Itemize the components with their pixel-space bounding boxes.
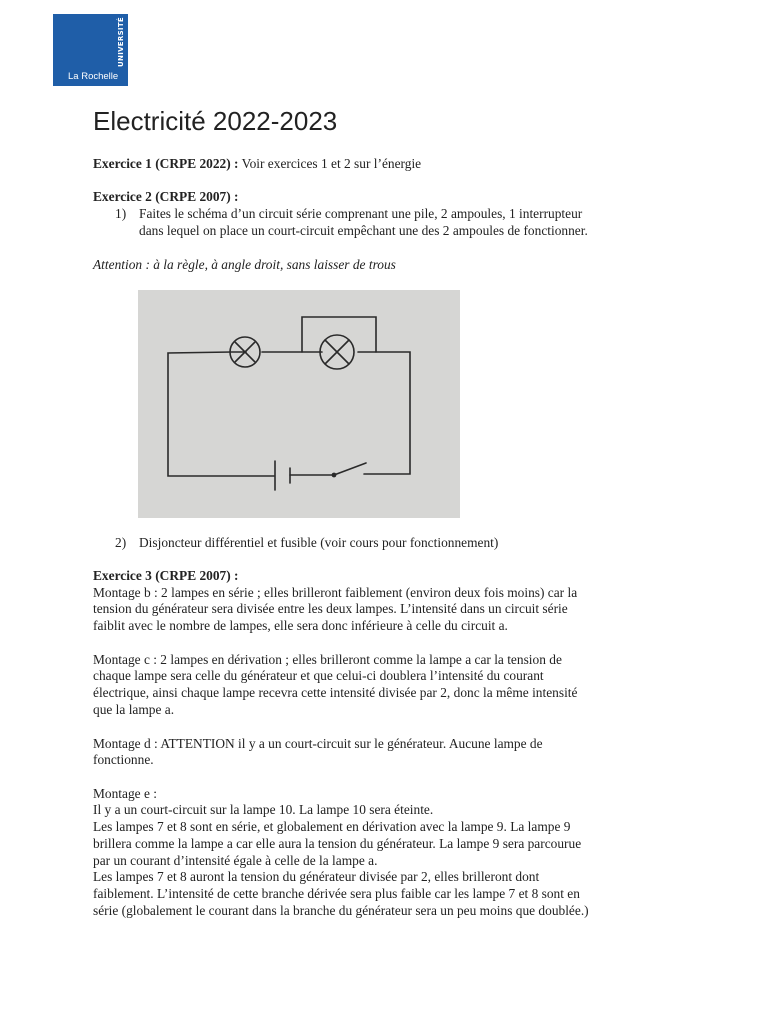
circuit-wire-left <box>168 352 274 476</box>
montage-c-line-3: électrique, ainsi chaque lampe recevra cette intensité divisée par 2, donc la même intensité <box>93 685 578 700</box>
montage-d-line-2: fonctionne. <box>93 752 154 767</box>
switch-pivot <box>332 473 337 478</box>
exercise-1-heading: Exercice 1 (CRPE 2022) : <box>93 156 239 171</box>
montage-e-heading: Montage e : <box>93 786 157 801</box>
montage-c-line-2: chaque lampe sera celle du générateur et que celui-ci doublera l’intensité du courant <box>93 668 544 683</box>
montage-e-line-3: brillera comme la lampe a car elle aura la tension du générateur. La lampe 9 sera parcourue <box>93 836 582 851</box>
exercise-2-item-2: Disjoncteur différentiel et fusible (voir cours pour fonctionnement) <box>139 535 499 550</box>
lamp-2 <box>320 335 354 369</box>
exercise-2-item-2-number: 2) <box>115 535 127 550</box>
exercise-2-item-1-number: 1) <box>115 206 127 221</box>
exercise-2-attention-note: Attention : à la règle, à angle droit, sans laisser de trous <box>93 257 396 272</box>
montage-b-line-1: Montage b : 2 lampes en série ; elles brilleront faiblement (environ deux fois moins) car la <box>93 585 578 600</box>
exercise-2-item-1-line-1: Faites le schéma d’un circuit série comprenant une pile, 2 ampoules, 1 interrupteur <box>139 206 583 221</box>
montage-d-line-1: Montage d : ATTENTION il y a un court-circuit sur le générateur. Aucune lampe de <box>93 736 543 751</box>
page-title: Electricité 2022-2023 <box>93 106 338 136</box>
montage-b-line-3: faiblit avec le nombre de lampes, elle sera donc inférieure à celle du circuit a. <box>93 618 508 633</box>
montage-e-line-6: faiblement. L’intensité de cette branche dérivée sera plus faible car les lampe 7 et 8 sont en <box>93 886 580 901</box>
circuit-wire-right <box>358 352 410 474</box>
university-logo <box>53 14 128 86</box>
montage-e-line-5: Les lampes 7 et 8 auront la tension du générateur divisée par 2, elles brilleront dont <box>93 869 540 884</box>
montage-b-line-2: tension du générateur sera divisée entre les deux lampes. L’intensité dans un circuit série <box>93 601 568 616</box>
exercise-1-text: Voir exercices 1 et 2 sur l’énergie <box>238 156 422 171</box>
exercise-1 <box>93 156 421 173</box>
montage-c-line-4: que la lampe a. <box>93 702 175 717</box>
exercise-2-heading: Exercice 2 (CRPE 2007) : <box>93 189 239 204</box>
logo-university-text: UNIVERSITÉ <box>117 17 125 67</box>
montage-e-line-4: par un courant d’intensité égale à celle de la lampe a. <box>93 853 378 868</box>
exercise-3-heading: Exercice 3 (CRPE 2007) : <box>93 568 239 583</box>
montage-c-line-1: Montage c : 2 lampes en dérivation ; elles brilleront comme la lampe a car la tension de <box>93 652 562 667</box>
montage-e-line-2: Les lampes 7 et 8 sont en série, et globalement en dérivation avec la lampe 9. La lampe 9 <box>93 819 571 834</box>
montage-e-line-1: Il y a un court-circuit sur la lampe 10. La lampe 10 sera éteinte. <box>93 802 434 817</box>
montage-e-line-7: série (globalement le courant dans la branche du générateur sera un peu moins que doublée.) <box>93 903 589 918</box>
exercise-2-item-1-line-2: dans lequel on place un court-circuit empêchant une des 2 ampoules de fonctionner. <box>139 223 588 238</box>
logo-city-text: La Rochelle <box>68 71 119 82</box>
circuit-drawing-photo <box>138 290 460 518</box>
switch-lever <box>334 463 366 475</box>
circuit-diagram <box>138 290 460 518</box>
